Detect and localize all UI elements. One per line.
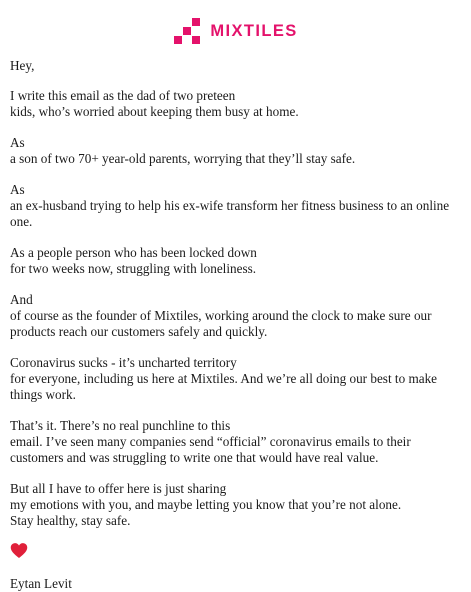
- paragraph-dad: I write this email as the dad of two preteen kids, who’s worried about keeping them busy at home.: [10, 88, 299, 119]
- mixtiles-logo[interactable]: [173, 17, 297, 45]
- paragraph-founder: And of course as the founder of Mixtiles, working around the clock to make sure our products reach our customers safely and quickly.: [10, 292, 432, 339]
- heart-icon: [10, 542, 461, 562]
- email-header: [10, 0, 461, 58]
- paragraph-punchline: That’s it. There’s no real punchline to this email. I’ve seen many companies send “official” coronavirus emails to their customers and was struggling to write one that would have real value.: [10, 418, 411, 465]
- paragraph-emotions: But all I have to offer here is just sharing my emotions with you, and maybe letting you know that you’re not alone. Stay healthy, stay safe.: [10, 481, 402, 528]
- paragraph-coronavirus: Coronavirus sucks - it’s uncharted territory for everyone, including us here at Mixtiles. And we’re all doing our best to make things work.: [10, 355, 438, 402]
- mixtiles-logo-icon: [173, 17, 201, 45]
- paragraph-people-person: As a people person who has been locked down for two weeks now, struggling with loneliness.: [10, 245, 257, 276]
- paragraph-son: As a son of two 70+ year-old parents, worrying that they’ll stay safe.: [10, 135, 356, 166]
- paragraph-ex-husband: As an ex-husband trying to help his ex-wife transform her fitness business to an online one.: [10, 182, 450, 229]
- brand-name: MIXTILES: [210, 22, 298, 40]
- greeting: Hey,: [10, 58, 35, 73]
- signature: Eytan Levit: [10, 576, 72, 591]
